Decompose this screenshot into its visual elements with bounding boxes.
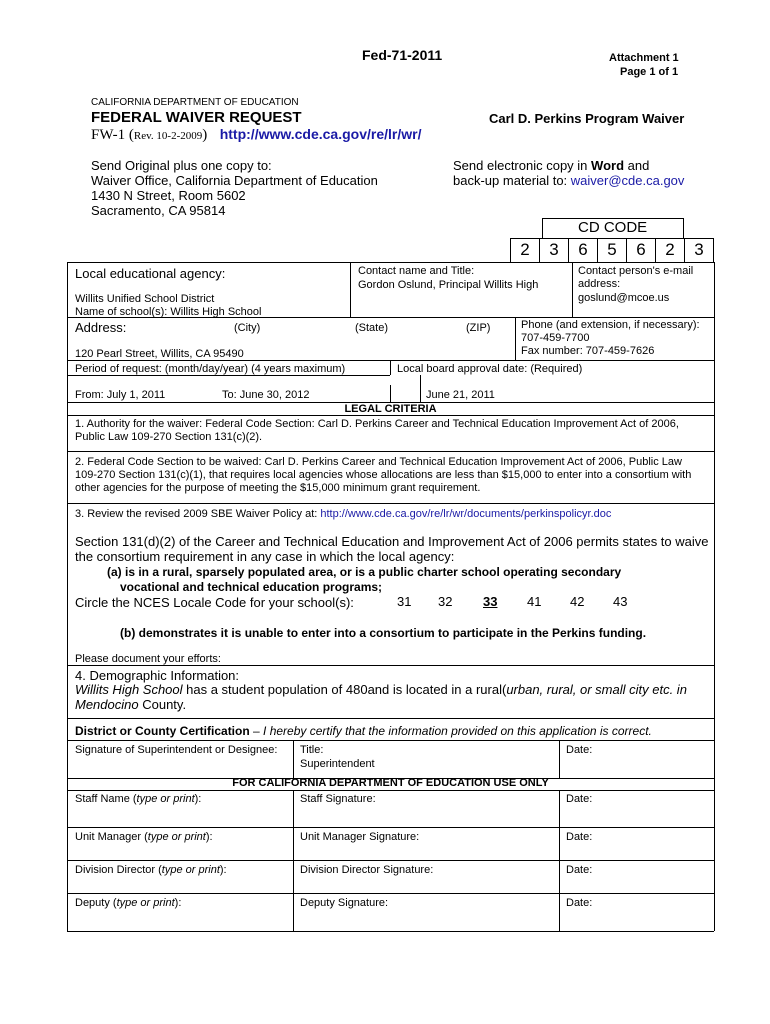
cd-digit: 6 (626, 238, 655, 262)
contact-email: goslund@mcoe.us (578, 292, 670, 304)
legal-item-2: 2. Federal Code Section to be waived: Carl D. Perkins Career and Technical Education Improvement Act of 2006, Public Law 109-270 Section 131(c)(1), that requires local agencies whose allocations are less than $15,000 to enter into a consortium with other agencies for the purpose of meeting the $15,000 minimum grant requirement. (75, 456, 692, 494)
attachment-label: Attachment 1 (609, 52, 679, 64)
division-director-name-label: Division Director (type or print): (75, 864, 227, 876)
cd-digit: 2 (510, 238, 539, 262)
policy-doc-link[interactable]: http://www.cde.ca.gov/re/lr/wr/documents/perkinspolicyr.doc (320, 508, 612, 520)
cd-digit: 3 (684, 238, 714, 262)
locale-code[interactable]: 42 (570, 594, 585, 609)
unit-manager-date-label: Date: (566, 831, 593, 843)
title-value: Superintendent (300, 758, 375, 770)
unit-manager-name-label: Unit Manager (type or print): (75, 831, 213, 843)
locale-code[interactable]: 43 (613, 594, 628, 609)
locale-code-selected[interactable]: 33 (483, 594, 498, 609)
form-title: FEDERAL WAIVER REQUEST (91, 109, 302, 126)
cd-code-label: CD CODE (578, 219, 648, 236)
agency-label: Local educational agency: (75, 266, 226, 281)
deputy-date-label: Date: (566, 897, 593, 909)
demographic-county: Mendocino County. (75, 697, 187, 712)
program-title: Carl D. Perkins Program Waiver (489, 111, 685, 126)
period-label: Period of request: (month/day/year) (4 years maximum) (75, 363, 346, 375)
cde-use-heading: FOR CALIFORNIA DEPARTMENT OF EDUCATION USE ONLY (232, 777, 549, 789)
cd-digit: 3 (539, 238, 568, 262)
criterion-a: (a) is in a rural, sparsely populated area, or is a public charter school operating secondary vocational and technical education programs; (107, 565, 622, 594)
division-director-signature-label: Division Director Signature: (300, 864, 434, 876)
zip-label: (ZIP) (466, 322, 491, 334)
section-131-text: Section 131(d)(2) of the Career and Technical Education and Improvement Act of 2006 permits states to waive the consortium requirement in any case in which the local agency: (75, 534, 709, 564)
title-label: Title: (300, 744, 324, 756)
locale-code[interactable]: 32 (438, 594, 453, 609)
state-label: (State) (355, 322, 389, 334)
staff-name-label: Staff Name (type or print): (75, 793, 202, 805)
address-label: Address: (75, 320, 127, 335)
email-label: Contact person's e-mail address: (578, 265, 694, 290)
demographic-text: Willits High School has a student population of 480and is located in a rural(urban, rural, or small city etc. in (75, 682, 687, 697)
locale-code[interactable]: 31 (397, 594, 412, 609)
certification-statement: District or County Certification – I hereby certify that the information provided on this application is correct. (75, 724, 652, 738)
waiver-email-link[interactable]: waiver@cde.ca.gov (570, 173, 685, 188)
doc-id: Fed-71-2011 (362, 47, 443, 63)
cd-digit: 2 (655, 238, 684, 262)
contact-value: Gordon Oslund, Principal Willits High (358, 279, 539, 291)
legal-item-3: 3. Review the revised 2009 SBE Waiver Policy at: http://www.cde.ca.gov/re/lr/wr/documents/perkinspolicyr.doc (75, 508, 612, 520)
city-label: (City) (234, 322, 261, 334)
page-label: Page 1 of 1 (620, 66, 679, 78)
certification-date-label: Date: (566, 744, 593, 756)
signature-label: Signature of Superintendent or Designee: (75, 744, 278, 756)
period-to: To: June 30, 2012 (222, 389, 310, 401)
school-names: Name of school(s): Willits High School (75, 306, 262, 318)
legal-item-1: 1. Authority for the waiver: Federal Code Section: Carl D. Perkins Career and Technical Education Improvement Act of 2006, Public Law 109-270 Section 131(c)(2). (75, 418, 679, 443)
cd-digit: 5 (597, 238, 626, 262)
form-number: FW-1 (Rev. 10-2-2009) http://www.cde.ca.gov/re/lr/wr/ (91, 126, 422, 143)
cd-digit: 6 (568, 238, 597, 262)
division-director-date-label: Date: (566, 864, 593, 876)
phone-block: Phone (and extension, if necessary): 707-459-7700 Fax number: 707-459-7626 (521, 319, 700, 357)
send-original-block: Send Original plus one copy to: Waiver Office, California Department of Education 1430 N Street, Room 5602 Sacramento, CA 95814 (91, 158, 378, 218)
demographic-heading: 4. Demographic Information: (75, 668, 240, 683)
deputy-name-label: Deputy (type or print): (75, 897, 182, 909)
cd-code-digits (510, 238, 714, 262)
unit-manager-signature-label: Unit Manager Signature: (300, 831, 420, 843)
board-approval-date: June 21, 2011 (426, 389, 495, 401)
contact-label: Contact name and Title: (358, 265, 475, 277)
circle-locale-label: Circle the NCES Locale Code for your school(s): (75, 595, 354, 610)
locale-code[interactable]: 41 (527, 594, 542, 609)
efforts-label: Please document your efforts: (75, 653, 221, 665)
send-electronic-block: Send electronic copy in Word and back-up material to: waiver@cde.ca.gov (453, 158, 685, 188)
address-value: 120 Pearl Street, Willits, CA 95490 (75, 348, 244, 360)
deputy-signature-label: Deputy Signature: (300, 897, 389, 909)
form-url-link[interactable]: http://www.cde.ca.gov/re/lr/wr/ (219, 126, 422, 142)
department-name: CALIFORNIA DEPARTMENT OF EDUCATION (91, 97, 299, 108)
criterion-b: (b) demonstrates it is unable to enter into a consortium to participate in the Perkins funding. (120, 626, 647, 640)
board-approval-label: Local board approval date: (Required) (397, 363, 583, 375)
legal-criteria-heading: LEGAL CRITERIA (344, 403, 437, 415)
district-name: Willits Unified School District (75, 293, 215, 305)
staff-signature-label: Staff Signature: (300, 793, 376, 805)
period-from: From: July 1, 2011 (75, 389, 166, 401)
staff-date-label: Date: (566, 793, 593, 805)
